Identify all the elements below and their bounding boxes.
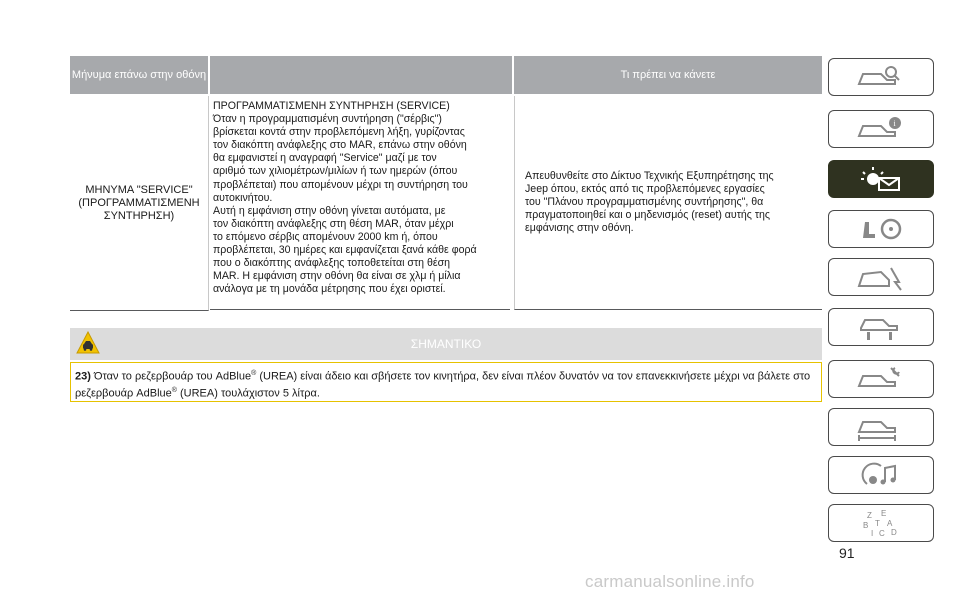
tab-car-specs[interactable] <box>828 408 934 446</box>
svg-text:E: E <box>881 509 887 518</box>
car-magnifier-icon <box>851 62 911 92</box>
important-note: 23) Όταν το ρεζερβουάρ του AdBlue® (UREA) είναι άδειο και σβήσετε τον κινητήρα, δεν είναι πλέον δυνατόν να τον επανεκκινήσετε μέχρι να βάλετε στο ρεζερβουάρ AdBlue® (UREA) τουλάχιστον 5 λίτρα. <box>70 362 822 402</box>
column-header-blank <box>210 56 512 94</box>
column-header-message: Μήνυμα επάνω στην οθόνη <box>70 56 208 94</box>
tab-car-overview[interactable] <box>828 58 934 96</box>
page-number: 91 <box>839 545 855 561</box>
car-info-icon <box>851 114 911 144</box>
svg-text:D: D <box>891 528 897 537</box>
column-header-action: Τι πρέπει να κάνετε <box>514 56 822 94</box>
alphabet-index-icon <box>851 508 911 538</box>
svg-text:Z: Z <box>867 511 872 520</box>
important-title: ΣΗΜΑΝΤΙΚΟ <box>410 337 482 351</box>
tab-car-crash[interactable] <box>828 258 934 296</box>
tab-car-wrench[interactable] <box>828 360 934 398</box>
action-cell: Απευθυνθείτε στο Δίκτυο Τεχνικής Εξυπηρέτησης της Jeep όπου, εκτός από τις προβλεπόμενες εργασίες του "Πλάνου προγραμματισμένης συντήρησης", θα πραγματοποιηθεί και ο μηδενισμός (reset) αυτής της εμφάνισης στην οθόνη. <box>514 96 822 310</box>
svg-text:i: i <box>893 119 896 128</box>
important-header <box>70 328 822 360</box>
message-cell: ΜΗΝΥΜΑ "SERVICE" (ΠΡΟΓΡΑΜΜΑΤΙΣΜΕΝΗ ΣΥΝΤΗΡΗΣΗ) <box>70 96 209 311</box>
seat-steering-icon <box>851 214 911 244</box>
svg-text:A: A <box>887 519 893 528</box>
tab-seat-steering[interactable] <box>828 210 934 248</box>
svg-text:T: T <box>875 519 880 528</box>
car-crash-icon <box>851 262 911 292</box>
tab-car-info[interactable] <box>828 110 934 148</box>
watermark: carmanualsonline.info <box>585 572 755 591</box>
tab-car-lift[interactable] <box>828 308 934 346</box>
car-lift-icon <box>851 312 911 342</box>
tab-media[interactable] <box>828 456 934 494</box>
tab-warning-lights[interactable] <box>828 160 934 198</box>
car-wrench-icon <box>851 364 911 394</box>
car-specs-icon <box>851 412 911 442</box>
tab-index[interactable] <box>828 504 934 542</box>
svg-text:I: I <box>871 529 874 538</box>
description-cell: ΠΡΟΓΡΑΜΜΑΤΙΣΜΕΝΗ ΣΥΝΤΗΡΗΣΗ (SERVICE) Όταν η προγραμματισμένη συντήρηση ("σέρβις") βρίσκεται κοντά στην προβλεπόμενη λήξη, γυρίζοντας τον διακόπτη ανάφλεξης στο MAR, επάνω στην οθόνη θα εμφανιστεί η αναγραφή "Service" μαζί με τον αριθμό των χιλιομέτρων/μιλίων ή των ημερών (όπου προβλέπεται) που απομένουν μέχρι τη συντήρηση του αυτοκινήτου. Αυτή η εμφάνιση στην οθόνη γίνεται αυτόματα, με τον διακόπτη ανάφλεξης στη θέση MAR, όταν μέχρι το επόμενο σέρβις απομένουν 2000 km ή, όπου προβλέπεται, 30 ημέρες και εμφανίζεται ξανά κάθε φορά που ο διακόπτης ανάφλεξης τοποθετείται στη θέση MAR. Η εμφάνιση στην οθόνη θα είναι σε χλμ ή μίλια ανάλογα με τη μονάδα μέτρησης που έχει οριστεί. <box>210 96 510 310</box>
media-music-icon <box>851 460 911 490</box>
warning-car-icon <box>76 331 100 355</box>
svg-text:C: C <box>879 529 885 538</box>
svg-text:B: B <box>863 521 869 530</box>
warning-light-envelope-icon <box>851 164 911 194</box>
